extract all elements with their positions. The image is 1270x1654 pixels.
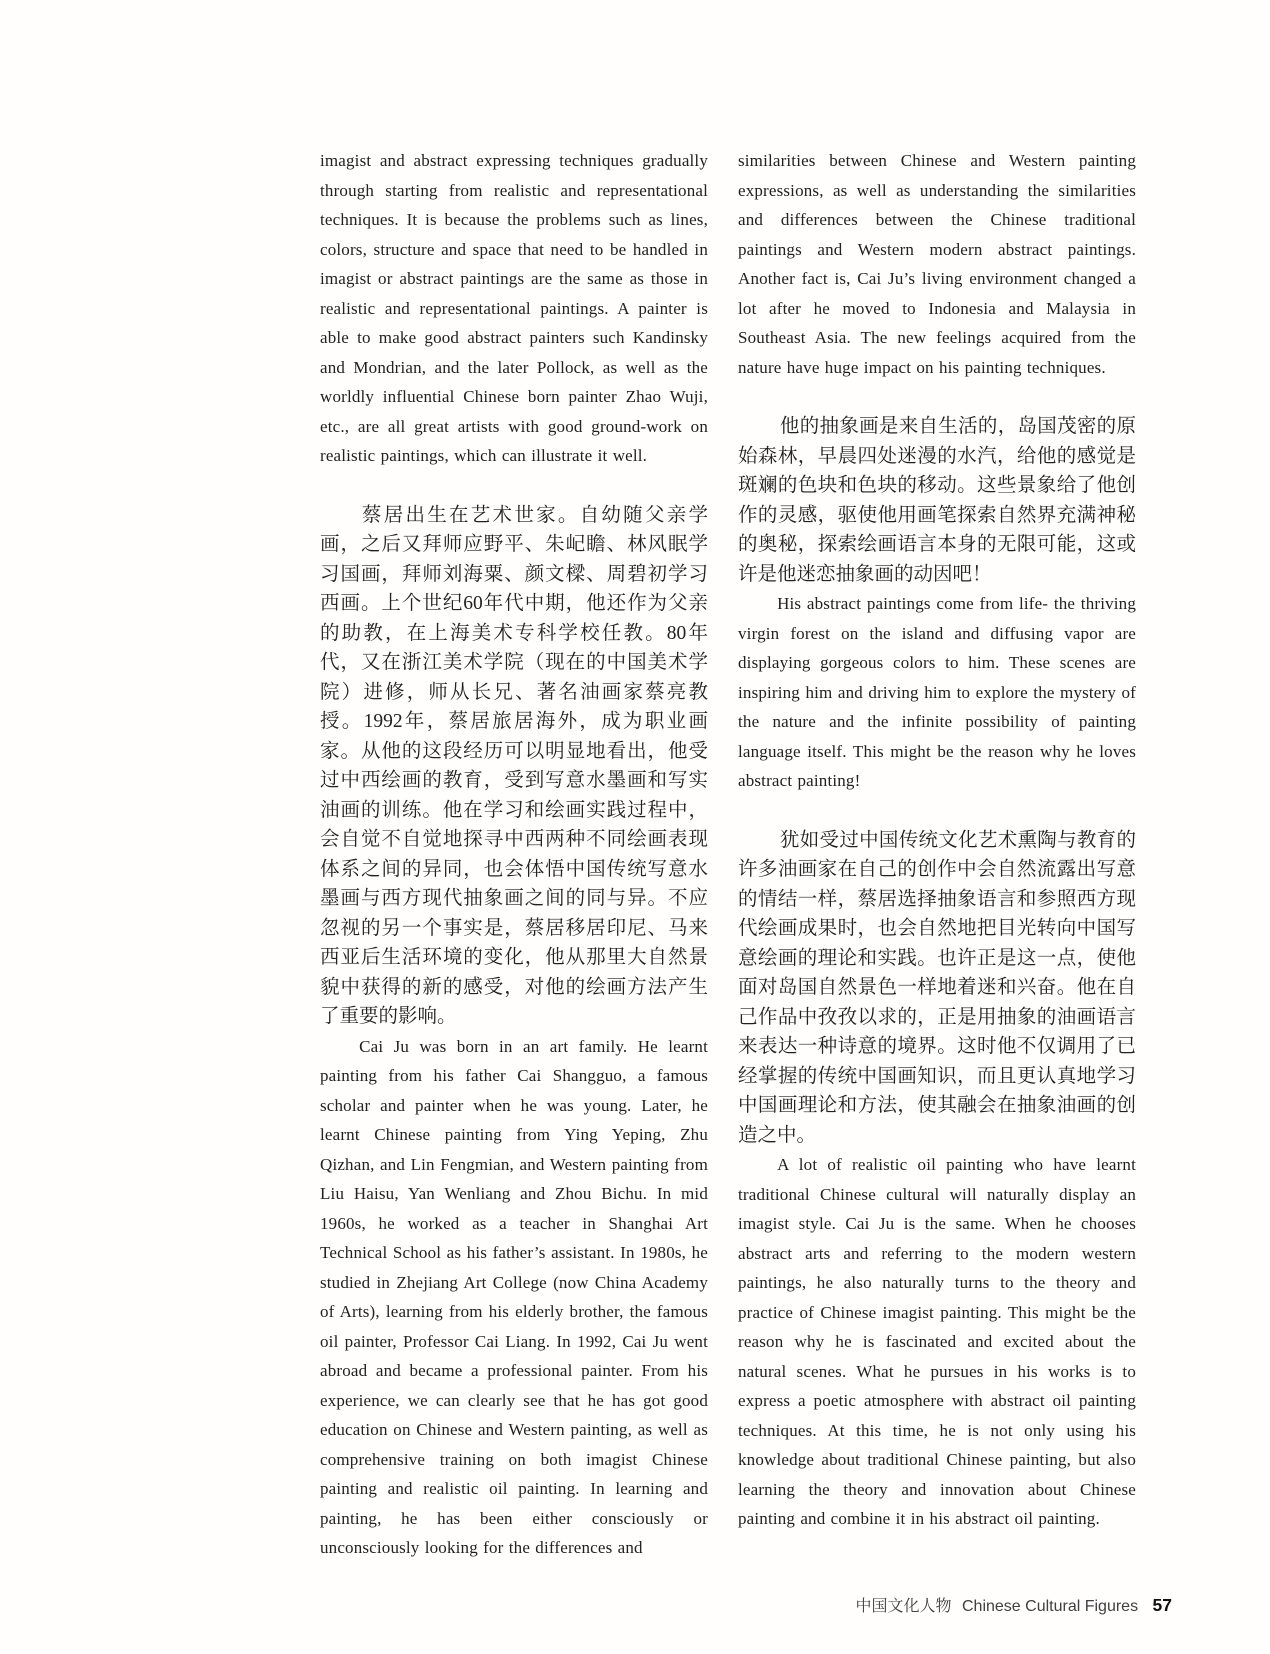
page-footer [856,1593,1172,1616]
paragraph-chinese-abstract-life: 他的抽象画是来自生活的，岛国茂密的原始森林，早晨四处迷漫的水汽，给他的感觉是斑斓的色块和色块的移动。这些景象给了他创作的灵感，驱使他用画笔探索自然界充满神秘的奥秘，探索绘画语言本身的无限可能，这或许是他迷恋抽象画的动因吧！ [738,416,1136,585]
paragraph-english-similarities: similarities between Chinese and Western painting expressions, as well as understanding the similarities and differences between the Chinese traditional paintings and Western modern abstract paintings. Another fact is, Cai Ju’s living environment changed a lot after he moved to Indonesia and Malaysia in Southeast Asia. The new feelings acquired from the nature have huge impact on his painting techniques. [738,151,1136,377]
footer-journal-name-en: Chinese Cultural Figures [962,1598,1139,1615]
two-column-article [320,146,1136,1563]
paragraph-chinese-biography: 蔡居出生在艺术世家。自幼随父亲学画，之后又拜师应野平、朱屺瞻、林风眠学习国画，拜师刘海粟、颜文樑、周碧初学习西画。上个世纪60年代中期，他还作为父亲的助教，在上海美术专科学校任教。80年代，又在浙江美术学院（现在的中国美术学院）进修，师从长兄、著名油画家蔡亮教授。1992年，蔡居旅居海外，成为职业画家。从他的这段经历可以明显地看出，他受过中西绘画的教育，受到写意水墨画和写实油画的训练。他在学习和绘画实践过程中，会自觉不自觉地探寻中西两种不同绘画表现体系之间的异同，也会体悟中国传统写意水墨画与西方现代抽象画之间的同与异。不应忽视的另一个事实是，蔡居移居印尼、马来西亚后生活环境的变化，他从那里大自然景貌中获得的新的感受，对他的绘画方法产生了重要的影响。 [320,504,708,1027]
paragraph-english-biography: Cai Ju was born in an art family. He learnt painting from his father Cai Shangguo, a famous scholar and painter when he was young. Later, he learnt Chinese painting from Ying Yeping, Zhu Qizhan, and Lin Fengmian, and Western painting from Liu Haisu, Yan Wenliang and Zhou Bichu. In mid 1960s, he worked as a teacher in Shanghai Art Technical School as his father’s assistant. In 1980s, he studied in Zhejiang Art College (now China Academy of Arts), learning from his elderly brother, the famous oil painter, Professor Cai Liang. In 1992, Cai Ju went abroad and became a professional painter. From his experience, we can clearly see that he has got good education on Chinese and Western painting, as well as comprehensive training on both imagist Chinese painting and realistic oil painting. In learning and painting, he has been either consciously or unconsciously looking for the differences and [320,1036,708,1557]
paragraph-english-tradition: A lot of realistic oil painting who have learnt traditional Chinese cultural will naturally display an imagist style. Cai Ju is the same. When he chooses abstract arts and referring to the modern western paintings, he also naturally turns to the theory and practice of Chinese imagist painting. This might be the reason why he is fascinated and excited about the natural scenes. What he pursues in his works is to express a poetic atmosphere with abstract oil painting techniques. At this time, he is not only using his knowledge about traditional Chinese painting, but also learning the theory and innovation about Chinese painting and combine it in his abstract oil painting. [738,1155,1136,1528]
left-column [320,146,708,1563]
paragraph-chinese-tradition: 犹如受过中国传统文化艺术熏陶与教育的许多油画家在自己的创作中会自然流露出写意的情结一样，蔡居选择抽象语言和参照西方现代绘画成果时，也会自然地把目光转向中国写意绘画的理论和实践。也许正是这一点，使他面对岛国自然景色一样地着迷和兴奋。他在自己作品中孜孜以求的，正是用抽象的油画语言来表达一种诗意的境界。这时他不仅调用了已经掌握的传统中国画知识，而且更认真地学习中国画理论和方法，使其融会在抽象油画的创造之中。 [738,829,1136,1146]
footer-journal-name-cn: 中国文化人物 [855,1598,952,1615]
footer-page-number: 57 [1152,1595,1172,1615]
paragraph-english-continuation: imagist and abstract expressing techniques gradually through starting from realistic and representational techniques. It is because the problems such as lines, colors, structure and space that need to be handled in imagist or abstract paintings are the same as those in realistic and representational paintings. A painter is able to make good abstract painters such Kandinsky and Mondrian, and the later Pollock, as well as the worldly influential Chinese born painter Zhao Wuji, etc., are all great artists with good ground-work on realistic paintings, which can illustrate it well. [320,151,708,465]
right-column [738,146,1136,1563]
paragraph-english-abstract-life: His abstract paintings come from life- the thriving virgin forest on the island and diffusing vapor are displaying gorgeous colors to him. These scenes are inspiring him and driving him to explore the mystery of the nature and the infinite possibility of painting language itself. This might be the reason why he loves abstract painting! [738,594,1136,790]
